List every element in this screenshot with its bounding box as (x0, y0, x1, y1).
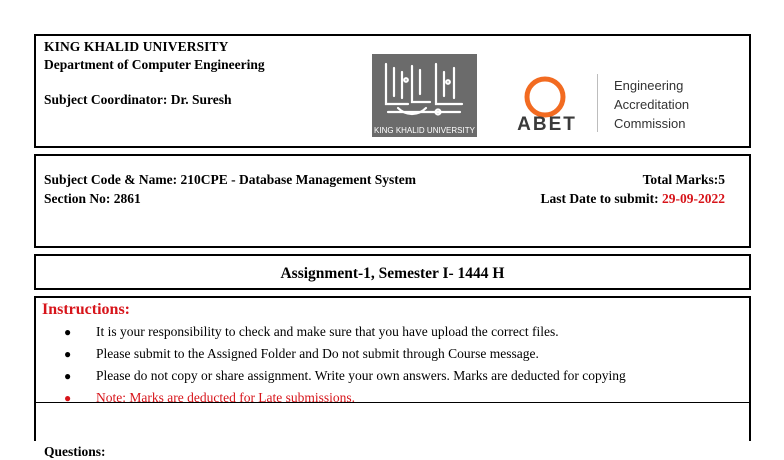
instructions-list (64, 321, 626, 409)
instruction-item (64, 343, 626, 365)
eac-line-2: Accreditation (614, 97, 690, 112)
bullet-icon: ● (64, 347, 72, 361)
instruction-text: It is your responsibility to check and make sure that you have upload the correct files. (96, 324, 559, 339)
logo-divider (597, 74, 598, 132)
department-name: Department of Computer Engineering (44, 57, 265, 72)
questions-heading: Questions: (44, 444, 106, 459)
deadline-date: 29-09-2022 (662, 191, 725, 206)
university-name: KING KHALID UNIVERSITY (44, 39, 229, 54)
instruction-text: Please do not copy or share assignment. Write your own answers. Marks are deducted for copying (96, 368, 626, 383)
eac-line-3: Commission (614, 116, 686, 131)
kku-logo-caption: KING KHALID UNIVERSITY (374, 126, 475, 135)
instruction-item (64, 365, 626, 387)
submission-deadline (541, 191, 726, 207)
eac-line-1: Engineering (614, 78, 684, 93)
deadline-label: Last Date to submit: (540, 191, 662, 206)
abet-wordmark: ABET (517, 114, 577, 135)
kku-logo (372, 54, 477, 137)
instruction-text: Note: Marks are deducted for Late submissions. (96, 390, 356, 405)
instruction-item-late-note (64, 387, 626, 409)
accreditation-commission (614, 76, 734, 133)
kku-calligraphy-icon (378, 58, 470, 120)
assignment-title: Assignment-1, Semester I- 1444 H (280, 265, 505, 282)
document-page (34, 34, 751, 459)
subject-coordinator: Subject Coordinator: Dr. Suresh (44, 92, 232, 107)
instruction-item (64, 321, 626, 343)
bullet-icon: ● (64, 391, 72, 405)
instruction-text: Please submit to the Assigned Folder and Do not submit through Course message. (96, 346, 539, 361)
bullet-icon: ● (64, 369, 72, 383)
instructions-heading: Instructions: (42, 301, 131, 318)
subject-code-name: Subject Code & Name: 210CPE - Database Management System (44, 172, 416, 187)
bullet-icon: ● (64, 325, 72, 339)
total-marks: Total Marks:5 (642, 172, 725, 187)
section-number: Section No: 2861 (44, 191, 141, 206)
